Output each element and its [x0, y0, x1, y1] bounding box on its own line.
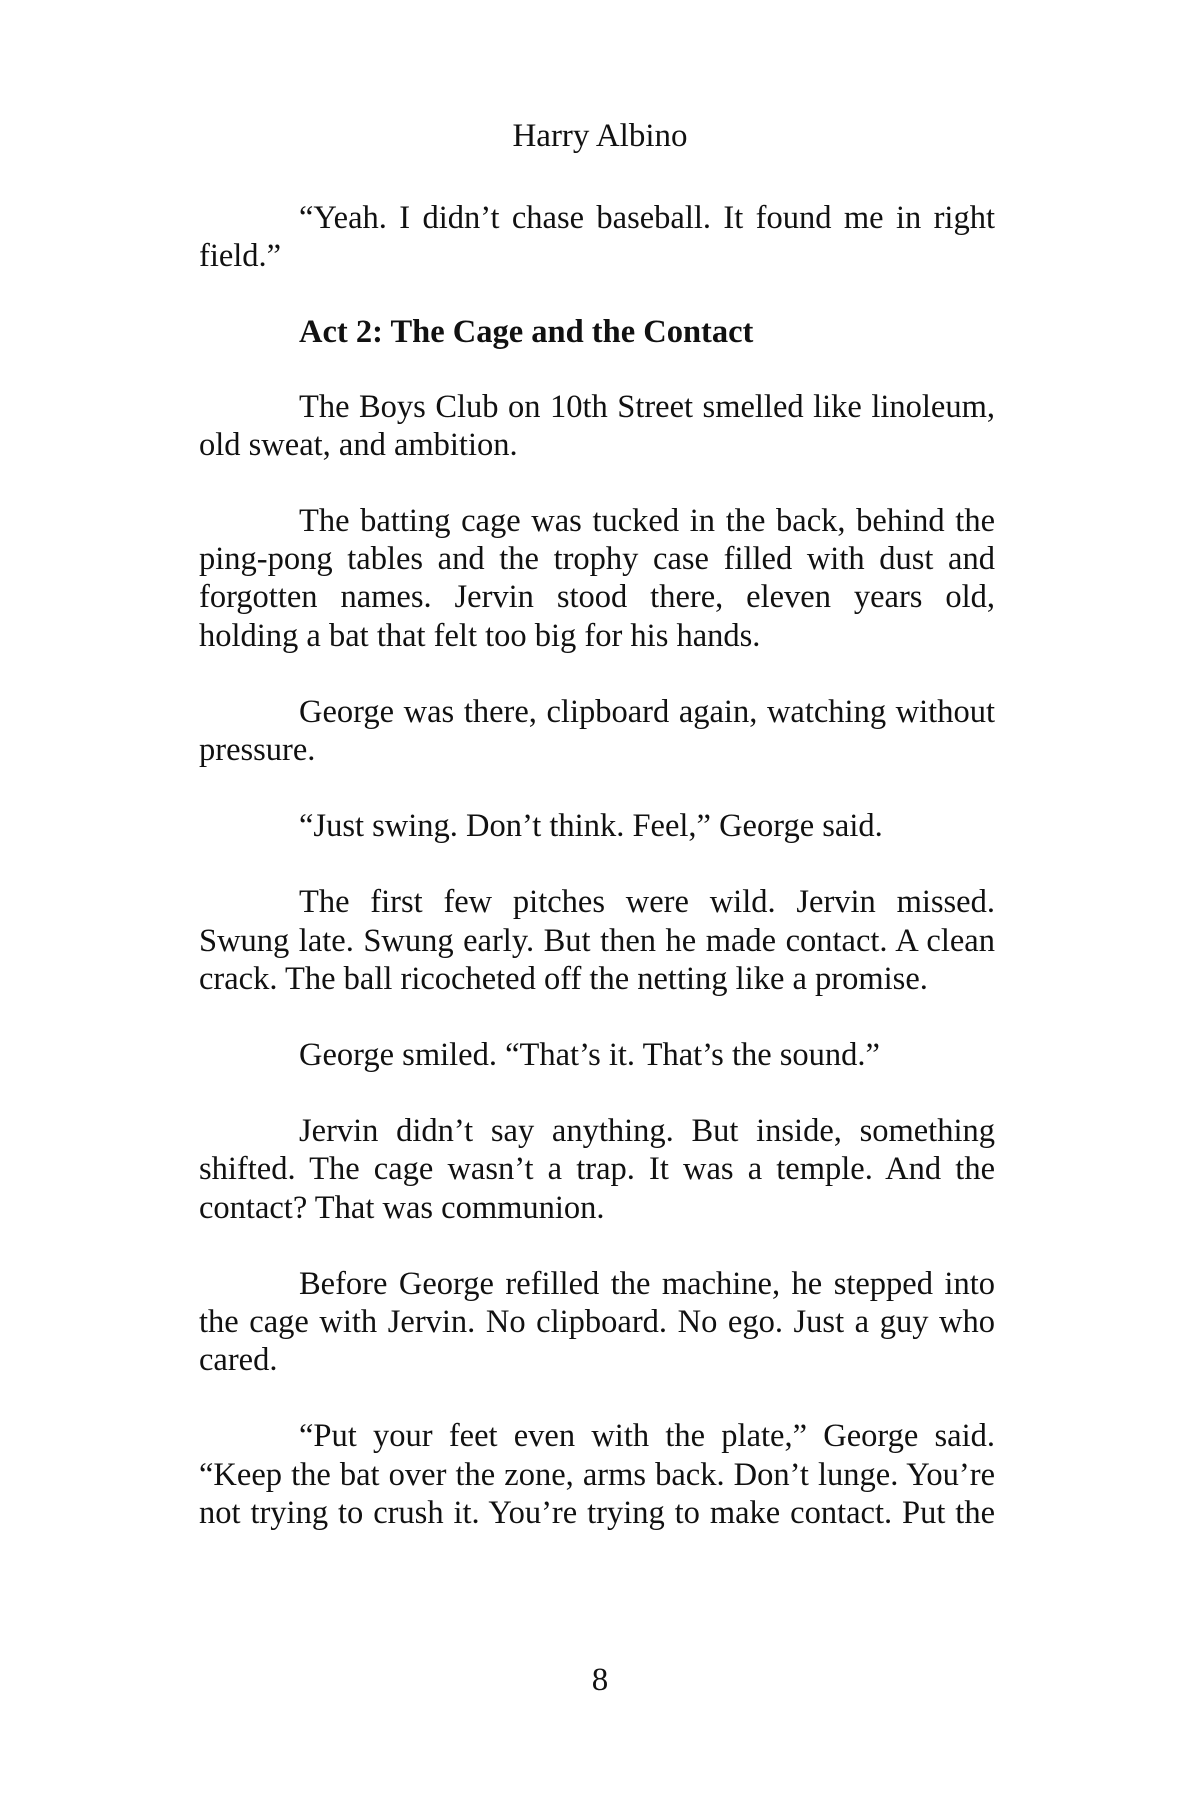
section-heading: Act 2: The Cage and the Contact [299, 314, 754, 351]
paragraph: The Boys Club on 10th Street smelled like linoleum, old sweat, and ambition. [199, 388, 995, 463]
running-header-author: Harry Albino [512, 118, 688, 154]
paragraph: Jervin didn’t say anything. But inside, something shifted. The cage wasn’t a trap. It was a temple. And the contact? That was communion. [199, 1113, 995, 1226]
paragraph: The batting cage was tucked in the back, behind the ping-pong tables and the trophy case filled with dust and forgotten names. Jervin stood there, eleven years old, holding a bat that felt too big for his hands. [199, 503, 995, 654]
page-body [199, 199, 995, 1532]
paragraph-continued: “Put your feet even with the plate,” George said. “Keep the bat over the zone, arms back. Don’t lunge. You’re not trying to crush it. You’re trying to make contact. Put the [199, 1418, 995, 1531]
page-number: 8 [591, 1662, 609, 1698]
paragraph: George was there, clipboard again, watching without pressure. [199, 693, 995, 769]
paragraph: The first few pitches were wild. Jervin missed. Swung late. Swung early. But then he made contact. A clean crack. The ball ricocheted off the netting like a promise. [199, 884, 995, 997]
paragraph: “Just swing. Don’t think. Feel,” George said. [299, 808, 883, 845]
opening-paragraph: “Yeah. I didn’t chase baseball. It found me in right field.” [199, 200, 995, 275]
paragraph: Before George refilled the machine, he stepped into the cage with Jervin. No clipboard. No ego. Just a guy who cared. [199, 1265, 995, 1379]
paragraph: George smiled. “That’s it. That’s the sound.” [299, 1037, 880, 1074]
